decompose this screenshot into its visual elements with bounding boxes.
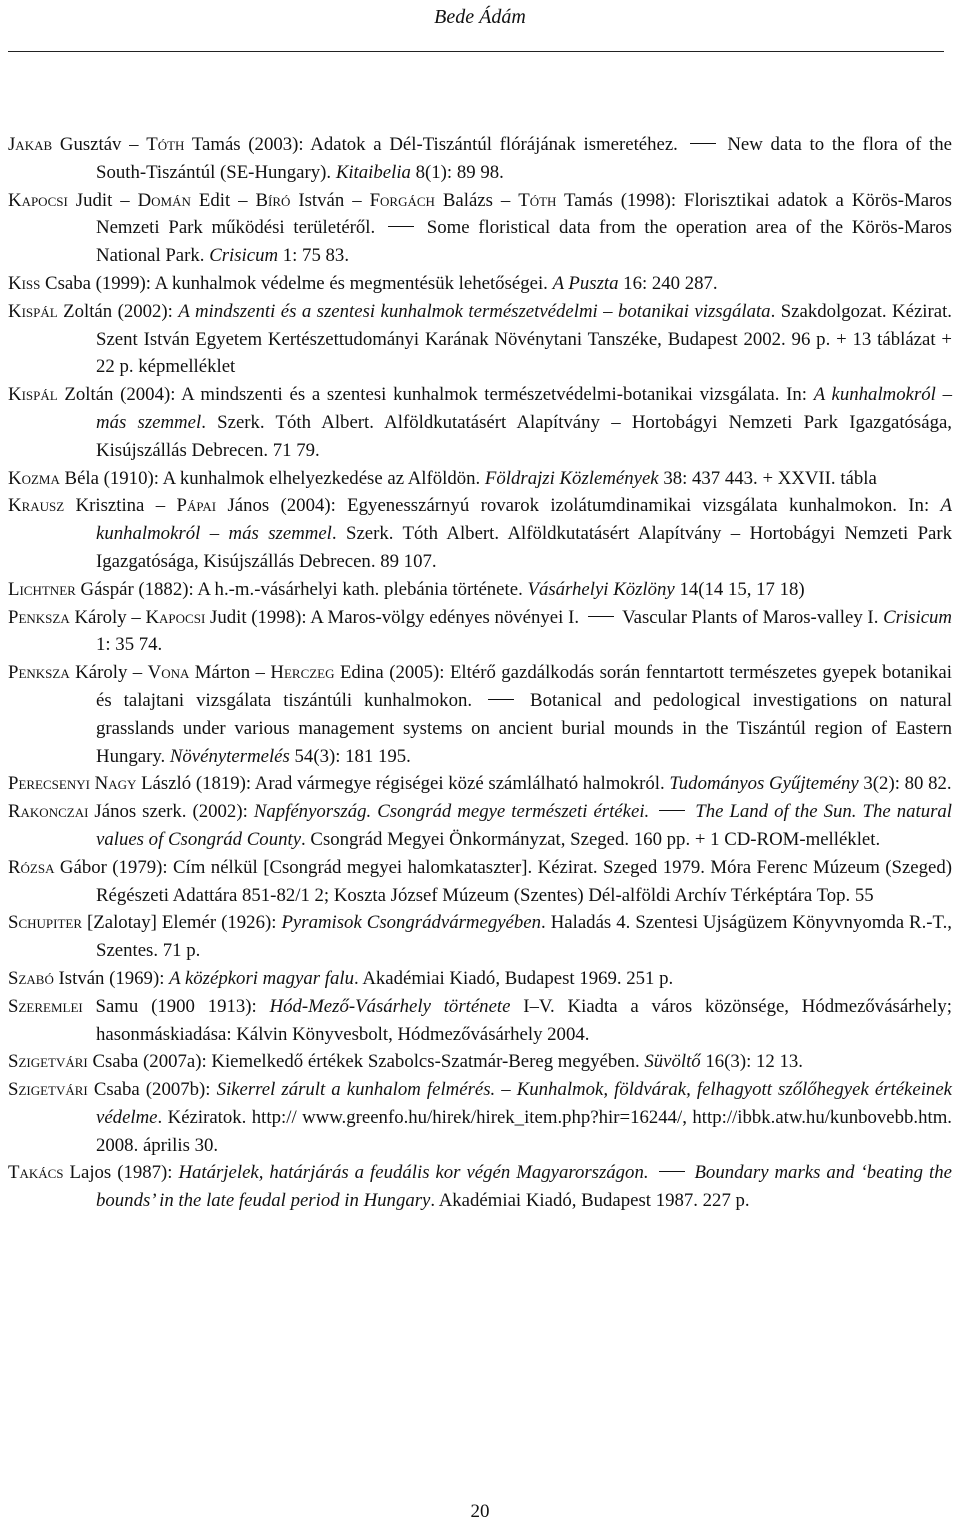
reference-text: I–V. Kiadta a város közönsége, Hódmezővásárhely; hasonmáskiadása: Kálvin Könyvesbolt, Hódmezővásárhely 2004.	[96, 995, 952, 1045]
reference-title-italic: A kunhalmokról – más szemmel	[96, 495, 952, 545]
reference-text: 8(1): 89 98.	[410, 161, 504, 183]
reference-entry	[8, 965, 952, 993]
reference-text: 14(14 15, 17 18)	[674, 578, 805, 600]
reference-title-italic: The Land of the Sun. The natural values of Csongrád County	[96, 801, 953, 850]
reference-text: 16(3): 12 13.	[700, 1051, 803, 1073]
reference-text: Károly –	[69, 662, 148, 684]
reference-author: Kapocsi	[8, 189, 68, 211]
reference-text: Some floristical data from the operation area of the Körös-Maros National Park.	[96, 217, 952, 267]
reference-title-italic: Kitaibelia	[335, 161, 411, 183]
reference-author: Kiss	[8, 272, 41, 294]
reference-text: Csaba (2007a): Kiemelkedő értékek Szabolcs-Szatmár-Bereg megyében.	[87, 1051, 645, 1073]
reference-text: 38: 437 443. + XXVII. tábla	[658, 467, 877, 489]
reference-title-italic: Pyramisok Csongrádvármegyében	[281, 912, 542, 934]
reference-entry	[8, 465, 952, 493]
reference-text: . Akadémiai Kiadó, Budapest 1987. 227 p.	[430, 1190, 750, 1212]
reference-text: János (2004): Egyenesszárnyú rovarok izolátumdinamikai vizsgálata kunhalmokon. In:	[216, 495, 941, 517]
reference-coauthor: Vona	[147, 662, 190, 684]
reference-title-italic: Tudományos Gyűjtemény	[669, 773, 859, 795]
page-number: 20	[470, 1501, 490, 1522]
reference-coauthor: Pápai	[176, 495, 217, 517]
reference-author: Takács	[8, 1162, 64, 1184]
reference-author: Kispál	[8, 300, 58, 322]
running-header: Bede Ádám	[434, 6, 526, 28]
reference-text: Gáspár (1882): A h.-m.-vásárhelyi kath. plebánia története.	[75, 578, 528, 600]
reference-text: Zoltán (2002):	[57, 300, 179, 322]
reference-text: 3(2): 80 82.	[858, 773, 952, 795]
reference-list	[8, 131, 952, 1215]
reference-coauthor: Tóth	[518, 189, 557, 211]
reference-text: Béla (1910): A kunhalmok elhelyezkedése az Alföldön.	[59, 467, 485, 489]
reference-text: Lajos (1987):	[63, 1162, 179, 1184]
reference-text: Edit –	[190, 189, 256, 211]
reference-author: Schupiter	[8, 912, 83, 934]
reference-text: 1: 35 74.	[96, 634, 163, 656]
em-dash-rule	[659, 810, 685, 811]
reference-text: . Szerk. Tóth Albert. Alföldkutatásért Alapítvány – Hortobágyi Nemzeti Park Igazgatósága, Kisújszállás Debrecen. 89 107.	[96, 523, 953, 572]
reference-text: Zoltán (2004): A mindszenti és a szentesi kunhalmok természetvédelmi-botanikai vizsgálata. In:	[57, 384, 814, 406]
reference-author: Perecsenyi Nagy	[8, 773, 137, 795]
reference-text: . Csongrád Megyei Önkormányzat, Szeged. 160 pp. + 1 CD-ROM-melléklet.	[301, 828, 881, 850]
reference-text: . Szerk. Tóth Albert. Alföldkutatásért Alapítvány – Hortobágyi Nemzeti Park Igazgatósága, Kisújszállás Debrecen. 71 79.	[96, 411, 953, 461]
reference-coauthor: Herczeg	[270, 662, 335, 684]
reference-text: . Haladás 4. Szentesi Ujságüzem Könyvnyomda R.-T., Szentes. 71 p.	[96, 912, 953, 962]
reference-entry	[8, 298, 952, 381]
reference-coauthor: Bíró	[255, 189, 291, 211]
reference-text: Botanical and pedological investigations on natural grasslands under various management systems on ancient burial mounds in the Tiszántúl region of Eastern Hungary.	[96, 689, 952, 767]
reference-text: . Akadémiai Kiadó, Budapest 1969. 251 p.	[353, 967, 674, 989]
reference-title-italic: Crisicum	[209, 245, 279, 267]
em-dash-rule	[659, 1171, 685, 1172]
reference-entry	[8, 604, 952, 660]
reference-title-italic: Süvöltő	[644, 1051, 701, 1073]
reference-author: Szabó	[8, 967, 54, 989]
reference-title-italic: Növénytermelés	[169, 745, 290, 767]
reference-title-italic: A Puszta	[552, 272, 619, 294]
reference-entry	[8, 576, 952, 604]
reference-text: . Szakdolgozat. Kézirat. Szent István Egyetem Kertészettudományi Karának Növénytani Tanszéke, Budapest 2002. 96 p. + 13 táblázat + 22 p. képmelléklet	[96, 300, 953, 378]
reference-text: 54(3): 181 195.	[289, 745, 411, 767]
reference-author: Penksza	[8, 662, 70, 684]
reference-text: . Kéziratok. http:// www.greenfo.hu/hirek/hirek_item.php?hir=16244/, http://ibbk.atw.hu/kunbovebb.htm. 2008. április 30.	[96, 1106, 952, 1156]
reference-coauthor: Kapocsi	[145, 606, 206, 628]
reference-text: Krisztina –	[64, 495, 177, 517]
reference-author: Kozma	[8, 467, 60, 489]
reference-title-italic: Boundary marks and ‘beating the bounds’ in the late feudal period in Hungary	[96, 1162, 952, 1212]
reference-title-italic: Határjelek, határjárás a feudális kor végén Magyarországon.	[178, 1162, 655, 1184]
reference-text: Edina (2005): Eltérő gazdálkodás során fenntartott természetes gyepek botanikai és talajtani vizsgálata tiszántúli kunhalmokon.	[96, 662, 952, 711]
em-dash-rule	[588, 616, 614, 617]
reference-entry	[8, 854, 952, 910]
em-dash-rule	[388, 226, 414, 227]
reference-text: Samu (1900 1913):	[82, 995, 270, 1017]
reference-text: Vascular Plants of Maros-valley I.	[617, 606, 884, 628]
reference-text: István –	[290, 189, 370, 211]
reference-title-italic: Földrajzi Közlemények	[484, 467, 659, 489]
reference-author: Rakonczai	[8, 801, 89, 823]
reference-entry	[8, 187, 952, 270]
reference-text: Márton –	[189, 662, 271, 684]
reference-text: Balázs –	[434, 189, 519, 211]
reference-author: Kispál	[8, 384, 58, 406]
reference-text: Gusztáv –	[52, 134, 147, 155]
reference-entry	[8, 770, 952, 798]
reference-text: István (1969):	[53, 967, 170, 989]
reference-text: 1: 75 83.	[278, 245, 350, 267]
reference-text: Csaba (1999): A kunhalmok védelme és megmentésük lehetőségei.	[40, 272, 553, 294]
reference-text: Tamás (1998): Florisztikai adatok a Körös-Maros Nemzeti Park működési területéről.	[96, 189, 952, 239]
reference-entry	[8, 492, 952, 575]
reference-author: Penksza	[8, 606, 70, 628]
reference-entry	[8, 909, 952, 965]
reference-coauthor: Forgách	[369, 189, 435, 211]
reference-text: Judit –	[67, 189, 138, 211]
reference-title-italic: Crisicum	[883, 606, 952, 628]
reference-text: Károly –	[69, 606, 146, 628]
reference-title-italic: Napfényország. Csongrád megye természeti értékei.	[253, 801, 656, 823]
reference-text: [Zalotay] Elemér (1926):	[82, 912, 282, 934]
reference-title-italic: Sikerrel zárult a kunhalom felmérés. – Kunhalmok, földvárak, felhagyott szőlőhegyek értékeinek védelme	[96, 1079, 952, 1128]
reference-author: Szigetvári	[8, 1079, 88, 1101]
reference-title-italic: Hód-Mező-Vásárhely története	[269, 995, 511, 1017]
reference-coauthor: Tóth	[146, 134, 185, 155]
reference-text: Gábor (1979): Cím nélkül [Csongrád megyei halomkataszter]. Kézirat. Szeged 1979. Móra Ferenc Múzeum (Szeged) Régészeti Adattára 851-82/1 2; Koszta József Múzeum (Szentes) Dél-alföldi Archív Térképtára Top. 55	[54, 856, 952, 906]
reference-coauthor: Domán	[137, 189, 191, 211]
reference-entry	[8, 993, 952, 1049]
reference-text: László (1819): Arad vármegye régiségei közé számlálható halmokról.	[136, 773, 670, 795]
reference-text: Tamás (2003): Adatok a Dél-Tiszántúl flórájának ismeretéhez.	[184, 134, 686, 155]
em-dash-rule	[488, 699, 514, 700]
reference-entry	[8, 270, 952, 298]
reference-author: Lichtner	[8, 578, 76, 600]
reference-title-italic: A mindszenti és a szentesi kunhalmok természetvédelmi – botanikai vizsgálata	[178, 300, 771, 322]
reference-title-italic: A kunhalmokról – más szemmel	[96, 384, 952, 433]
reference-author: Rózsa	[8, 856, 55, 878]
reference-entry	[8, 1048, 952, 1076]
reference-title-italic: Vásárhelyi Közlöny	[527, 578, 675, 600]
reference-author: Szigetvári	[8, 1051, 88, 1073]
header-rule	[8, 51, 944, 52]
em-dash-rule	[690, 143, 716, 144]
reference-title-italic: A középkori magyar falu	[169, 967, 354, 989]
reference-entry	[8, 659, 952, 770]
reference-entry	[8, 381, 952, 464]
reference-entry	[8, 1076, 952, 1159]
reference-text: János szerk. (2002):	[88, 801, 254, 823]
reference-author: Krausz	[8, 495, 65, 517]
reference-text: Judit (1998): A Maros-völgy edényes növényei I.	[205, 606, 584, 628]
reference-entry	[8, 131, 952, 187]
reference-text: New data to the flora of the South-Tiszántúl (SE-Hungary).	[96, 134, 952, 183]
reference-entry	[8, 1159, 952, 1215]
reference-author: Szeremlei	[8, 995, 83, 1017]
reference-author: Jakab	[8, 134, 53, 155]
reference-entry	[8, 798, 952, 854]
reference-text: Csaba (2007b):	[87, 1079, 217, 1101]
reference-text: 16: 240 287.	[618, 272, 718, 294]
